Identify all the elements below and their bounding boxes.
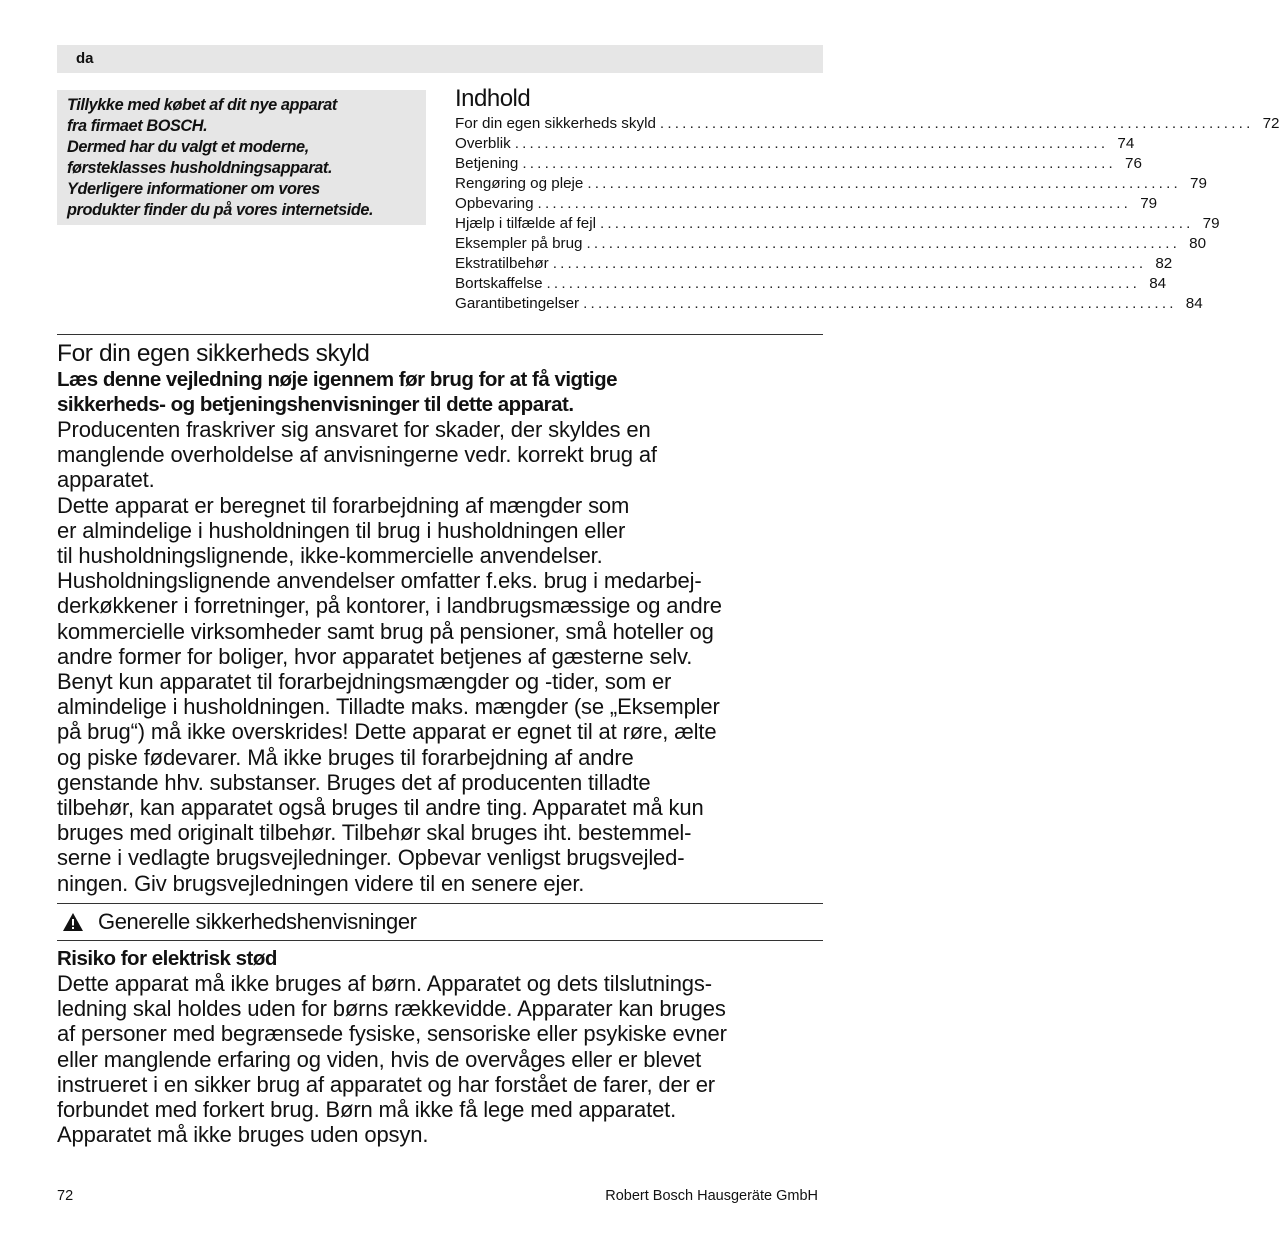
- subsection-title: Risiko for elektrisk stød: [57, 947, 277, 970]
- body-line: tilbehør, kan apparatet også bruges til andre ting. Apparatet må kun: [57, 795, 704, 821]
- toc-item[interactable]: Overblik ................................................................................ 74: [455, 135, 1135, 152]
- toc-item-label: Bortskaffelse: [455, 275, 543, 292]
- body-line: manglende overholdelse af anvisningerne vedr. korrekt brug af: [57, 442, 657, 468]
- toc-item-page: 74: [1117, 135, 1135, 152]
- body-line: forbundet med forkert brug. Børn må ikke få lege med apparatet.: [57, 1097, 677, 1123]
- language-bar: [57, 45, 823, 73]
- toc-item[interactable]: Hjælp i tilfælde af fejl ................................................................................ 79: [455, 215, 1220, 232]
- body-line: Dette apparat er beregnet til forarbejdning af mængder som: [57, 492, 630, 518]
- toc-item-page: 79: [1190, 175, 1207, 192]
- body-line: er almindelige i husholdningen til brug i husholdningen eller: [57, 517, 626, 543]
- toc-item-label: Overblik: [455, 135, 511, 152]
- body-line: Dette apparat må ikke bruges af børn. Apparatet og dets tilslutnings-: [57, 971, 712, 996]
- toc-item-label: Betjening: [455, 155, 519, 172]
- toc-item-label: Garantibetingelser: [455, 295, 580, 312]
- body-line: på brug“) må ikke overskrides! Dette apparat er egnet til at røre, ælte: [57, 719, 717, 745]
- toc-item-label: Eksempler på brug: [455, 235, 583, 252]
- body-line: til husholdningslignende, ikke-kommercielle anvendelser.: [57, 543, 603, 569]
- language-tag: da: [76, 50, 94, 67]
- body-line: genstande hhv. substanser. Bruges det af producenten tilladte: [57, 769, 651, 795]
- lead-line: sikkerheds- og betjeningshenvisninger til dette apparat.: [57, 392, 574, 416]
- electric-shock-section: [57, 946, 827, 1147]
- section-title: For din egen sikkerheds skyld: [57, 340, 370, 367]
- body-line: bruges med originalt tilbehør. Tilbehør skal bruges iht. bestemmel-: [57, 820, 692, 846]
- toc-title: Indhold: [455, 85, 531, 112]
- toc-item-label: Ekstratilbehør: [455, 255, 549, 272]
- toc-item-label: For din egen sikkerheds skyld: [455, 115, 656, 132]
- body-line: Apparatet må ikke bruges uden opsyn.: [57, 1122, 429, 1148]
- toc-item[interactable]: Bortskaffelse ................................................................................ 84: [455, 275, 1167, 292]
- toc-item[interactable]: Opbevaring ................................................................................ 79: [455, 195, 1158, 212]
- lead-line: Læs denne vejledning nøje igennem før brug for at få vigtige: [57, 368, 618, 391]
- body-line: ningen. Giv brugsvejledningen videre til en senere ejer.: [57, 870, 585, 896]
- body-line: Producenten fraskriver sig ansvaret for skader, der skyldes en: [57, 417, 651, 442]
- intro-line: produkter finder du på vores internetside.: [67, 201, 374, 219]
- body-line: kommercielle virksomheder samt brug på pensioner, små hoteller og: [57, 618, 714, 644]
- toc-item-label: Rengøring og pleje: [455, 175, 584, 192]
- divider: [57, 334, 823, 335]
- general-safety-header: [60, 906, 820, 938]
- body-line: andre former for boliger, hvor apparatet betjenes af gæsterne selv.: [57, 643, 693, 669]
- body-line: apparatet.: [57, 467, 155, 493]
- body-line: almindelige i husholdningen. Tilladte maks. mængder (se „Eksempler: [57, 694, 720, 720]
- body-line: ledning skal holdes uden for børns rækkevidde. Apparater kan bruges: [57, 996, 726, 1022]
- intro-line: Yderligere informationer om vores: [67, 180, 320, 198]
- divider: [57, 903, 823, 904]
- toc-item-page: 72: [1262, 115, 1280, 132]
- intro-line: Tillykke med købet af dit nye apparat: [67, 96, 337, 114]
- intro-box: [57, 90, 426, 225]
- toc-item-label: Hjælp i tilfælde af fejl: [455, 215, 596, 232]
- page-number: 72: [57, 1188, 74, 1204]
- toc-item-label: Opbevaring: [455, 195, 534, 212]
- toc-item[interactable]: Rengøring og pleje ................................................................................ 79: [455, 175, 1207, 192]
- toc-item[interactable]: Ekstratilbehør ................................................................................ 82: [455, 255, 1173, 272]
- toc-item-page: 76: [1125, 155, 1142, 172]
- toc-item-page: 80: [1189, 235, 1207, 252]
- toc-item-page: 82: [1155, 255, 1173, 272]
- toc-item-page: 79: [1202, 215, 1220, 232]
- body-line: Husholdningslignende anvendelser omfatter f.eks. brug i medarbej-: [57, 568, 702, 594]
- toc-item[interactable]: Garantibetingelser ................................................................................ 84: [455, 295, 1203, 312]
- intro-line: Dermed har du valgt et moderne,: [67, 138, 309, 156]
- toc-item[interactable]: Betjening ................................................................................ 76: [455, 155, 1142, 172]
- body-line: instrueret i en sikker brug af apparatet og har forstået de farer, der er: [57, 1071, 715, 1097]
- toc-list: [455, 114, 1280, 314]
- body-line: og piske fødevarer. Må ikke bruges til forarbejdning af andre: [57, 744, 634, 770]
- intro-line: førsteklasses husholdningsapparat.: [67, 159, 333, 177]
- body-line: eller manglende erfaring og viden, hvis de overvåges eller er blevet: [57, 1046, 702, 1072]
- body-line: serne i vedlagte brugsvejledninger. Opbevar venligst brugsvejled-: [57, 845, 685, 871]
- body-line: af personer med begrænsede fysiske, sensoriske eller psykiske evner: [57, 1021, 727, 1047]
- warning-triangle-icon: [62, 912, 84, 932]
- divider: [57, 940, 823, 941]
- safety-section: [57, 340, 827, 896]
- footer-company: Robert Bosch Hausgeräte GmbH: [605, 1188, 818, 1204]
- toc-item-page: 84: [1149, 275, 1167, 292]
- toc-item[interactable]: For din egen sikkerheds skyld ................................................................................ 72: [455, 115, 1280, 132]
- toc-item-page: 84: [1185, 295, 1203, 312]
- intro-line: fra firmaet BOSCH.: [67, 117, 208, 135]
- toc-item-page: 79: [1140, 195, 1158, 212]
- toc-item[interactable]: Eksempler på brug ................................................................................ 80: [455, 235, 1207, 252]
- table-of-contents: [455, 84, 1280, 314]
- body-line: Benyt kun apparatet til forarbejdningsmængder og -tider, som er: [57, 669, 672, 695]
- body-line: derkøkkener i forretninger, på kontorer, i landbrugsmæssige og andre: [57, 593, 722, 619]
- general-safety-title: Generelle sikkerhedshenvisninger: [98, 909, 417, 934]
